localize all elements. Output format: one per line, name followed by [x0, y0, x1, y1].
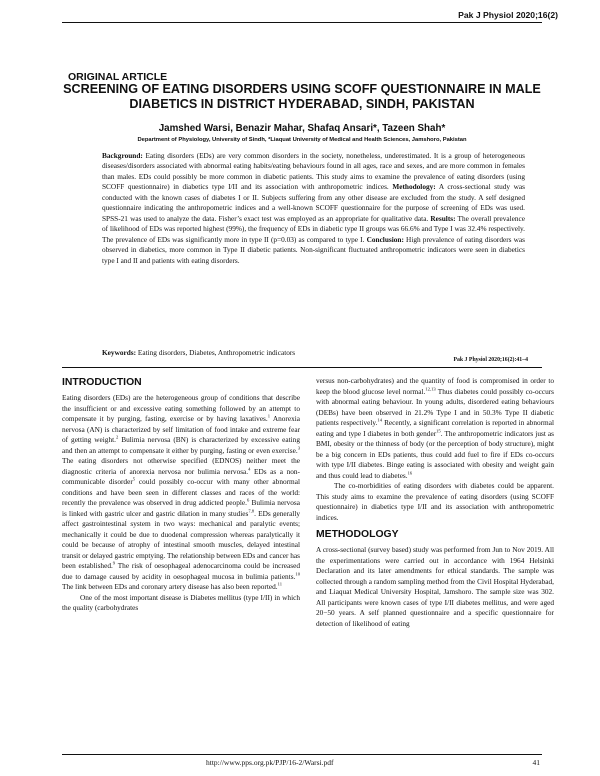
journal-reference: Pak J Physiol 2020;16(2)	[458, 10, 558, 20]
footer-rule	[62, 754, 542, 755]
keywords-text: Eating disorders, Diabetes, Anthropometric indicators	[136, 348, 296, 357]
page-number: 41	[532, 758, 540, 767]
reference: 1	[267, 413, 271, 419]
citation: Pak J Physiol 2020;16(2):41–4	[453, 357, 528, 363]
reference: 4	[248, 466, 251, 472]
abstract	[102, 151, 525, 266]
footer-url[interactable]: http://www.pps.org.pk/PJP/16-2/Warsi.pdf	[206, 758, 334, 767]
author-list: Jamshed Warsi, Benazir Mahar, Shafaq Ansari*, Tazeen Shah*	[158, 123, 446, 134]
results-text: The overall prevalence of likelihood of EDs was reported highest (99%), the frequency of EDs in diabetic type II groups was 66.6% and Type I was 32.4% respectively. The prevalence of EDs was significantly more in type II (p=0.03) as compared to type I.	[102, 213, 526, 244]
reference: 9	[112, 560, 116, 566]
reference: 3	[297, 445, 300, 451]
affiliation: Department of Physiology, University of Sindh, *Liaquat University of Medical and Health Sciences, Jamshoro, Pakistan	[137, 137, 467, 143]
reference: 11	[277, 581, 283, 587]
reference: 14	[377, 417, 382, 423]
intro-paragraph-1: Eating disorders (EDs) are the heterogeneous group of conditions that describe the insufficient or and excessive eating something followed by an attempt to compensate it by purging, fasting, exercise or by having laxatives.$^1$ Anorexia nervosa (AN) is characterized by self limitation of food intake and extreme fear of getting weight.$^2$ Bulimia nervosa (BN) is characterized by excessive eating and then an attempt to compensate it either by purging, fasting or even exercise.$^3$ The eating disorders not otherwise specified (EDNOS) neither meet the diagnostic criteria of anorexia nervosa nor bulimia nervosa.$^4$ EDs as a non-communicable disorder$^5$ could possibly co-occur with many other abnormal conditions and have been seen in different classes and races of the world: recently the prevalence was observed in drug addicted people.$^6$ Bulimia nervosa is linked with gastric ulcer and gastric dilation in many studies$^{7,8}$. EDs generally affect gastrointestinal system in two ways: mechanical and paralytic events; mechanically it could be due to duodenal compression whereas paralytically it could be because of atrophy of intestinal smooth muscles, delayed intestinal transit or delayed gastric emptying. The relationship between EDs and cancer has been established.$^9$ The risk of oesophageal adenocarcinoma could be increased due to damage caused by acidity in oesophageal mucosa in bulimia patients.$^{10}$ The link between EDs and coronary artery disease has also been reported.$^{11}$	[62, 393, 301, 591]
conclusion-label: Conclusion:	[366, 234, 404, 244]
reference: 6	[246, 497, 250, 503]
methodology-label: Methodology:	[392, 182, 436, 192]
reference: 12,13	[425, 386, 436, 392]
right-column	[316, 376, 554, 629]
conclusion-text: High prevalence of eating disorders was observed in diabetics, more common in Type II diabetic patients. Non-significant fluctuated anthropometric indicators were seen in diabetics type I and II and patients with eating disorders.	[102, 234, 525, 265]
header-rule	[62, 22, 542, 23]
background-text: Eating disorders (EDs) are very common disorders in the society, nonetheless, underestimated. It is a group of heterogeneous diseases/disorders associated with abnormal eating habits/eating behaviours found in all ages, race and sexes, and are more common in females than males. EDs could possibly be more common in diabetic patients. This study aims to examine the prevalence of eating disorders (using SCOFF questionnaire) in diabetics type I/II and its association with anthropometric indices.	[102, 151, 525, 192]
reference: 15	[436, 428, 441, 434]
keywords-label: Keywords:	[102, 348, 137, 357]
reference: 5	[132, 476, 136, 482]
abstract-rule	[62, 367, 542, 368]
intro-paragraph-4: The co-morbidities of eating disorders with diabetes could be apparent. This study aims to examine the prevalence of eating disorders (using SCOFF questionnaire) in diabetics type I/II and its association with anthropometric indices.	[316, 481, 554, 522]
article-type: ORIGINAL ARTICLE	[68, 71, 168, 83]
methodology-text: A cross-sectional study was conducted with the known cases of diabetes I or II. Subjects suffering from any other disease are excluded from the study. A self designed questionnaire indicating the anthropometric indices and a well-known SCOFF questionnaire for the purpose of screening of EDs was used. SPSS-21 was used to analyze the data. Fisher’s exact test was employed as an appropriate for qualitative data.	[102, 182, 525, 223]
paper-title: SCREENING OF EATING DISORDERS USING SCOFF QUESTIONNAIRE IN MALE DIABETICS IN DISTRICT HYDERABAD, SINDH, PAKISTAN	[63, 82, 541, 111]
reference: 2	[115, 434, 119, 440]
results-label: Results:	[430, 213, 456, 223]
intro-paragraph-2: One of the most important disease is Diabetes mellitus (type I/II) in which the quality (carbohydrates	[62, 592, 300, 612]
background-label: Background:	[102, 151, 143, 160]
methodology-paragraph: A cross-sectional (survey based) study was performed from Jun to Nov 2019. All the experimentations were carried out in accordance with 1964 Helsinki Declaration and its later amendments for ethical standards. The sample was collected through a random sampling method from the Civil Hospital Hyderabad, and Liaquat Medical University Hospital, Jamshoro. The sample size was 302. All participants were known cases of type I/II diabetes mellitus, and were aged 20−50 years. A self planned questionnaire and a specific questionnaire for detection of likelihood of eating	[316, 545, 554, 628]
intro-paragraph-3: versus non-carbohydrates) and the quantity of food is compromised in order to keep the blood glucose level normal.$^{12,13}$ Thus diabetes could possibly co-occurs with abnormal eating behaviour. In young adults, disordered eating behaviours (DEBs) have been observed in 21.2% Type I and in 50.3% Type II diabetic patients respectively.$^{14}$ Recently, a significant correlation is reported in abnormal eating and type I diabetes in both gender$^{15}$. The anthropometric indicators just as BMI, obesity or the thinness of body (or the perception of body structure), might be a big concern in EDs patients, thus could add fuel to fire if EDs co-occurs with type I/II diabetes. Binge eating is associated with obesity and weight gain and thus could lead to diabetes.$^{16}$	[316, 376, 554, 480]
left-column	[62, 376, 300, 614]
reference: 16	[407, 470, 413, 476]
reference: 10	[295, 571, 300, 577]
reference: 7,8	[248, 508, 255, 514]
introduction-heading: INTRODUCTION	[62, 377, 142, 388]
methodology-heading: METHODOLOGY	[316, 529, 399, 540]
